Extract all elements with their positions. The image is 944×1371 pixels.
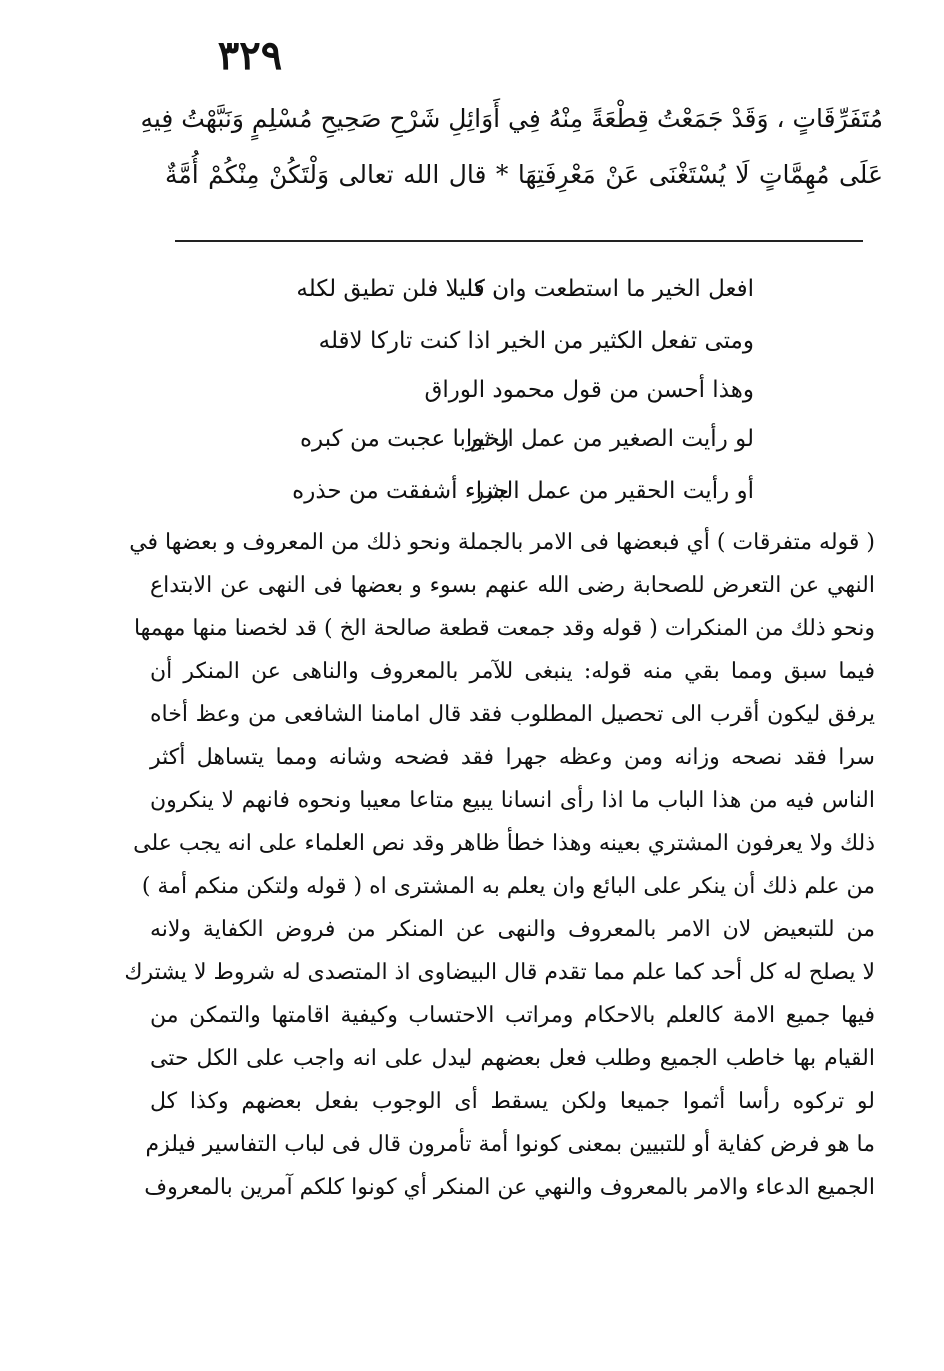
body-line-12: فيها جميع الامة كالعلم بالاحكام ومراتب الاحتساب وكيفية اقامتها والتمكن من (150, 1003, 875, 1028)
body-line-5: يرفق ليكون أقرب الى تحصيل المطلوب فقد قال امامنا الشافعى من وعظ أخاه (150, 702, 875, 727)
body-line-10: من للتبعيض لان الامر بالمعروف والنهى عن المنكر من فروض الكفاية ولانه (150, 917, 875, 942)
verse-2-second-hemistich: ر اذا كنت تاركا لاقله (318, 328, 509, 354)
verse-4-first-hemistich: أو رأيت الحقير من عمل الشر (473, 478, 754, 504)
body-line-2: النهي عن التعرض للصحابة رضى الله عنهم بسوء و بعضها فى النهى عن الابتداع (150, 573, 875, 598)
verse-2-first-hemistich: ومتى تفعل الكثير من الخير (498, 328, 754, 354)
horizontal-rule (175, 240, 863, 242)
verse-1-second-hemistich: ن قليلا فلن تطيق لكله (296, 276, 509, 302)
body-line-8: ذلك ولا يعرفون المشتري بعينه وهذا خطأ ظاهر وقد نص العلماء على انه يجب على (133, 831, 875, 856)
body-line-11: لا يصلح له كل أحد كما علم مما تقدم قال البيضاوى اذ المتصدى له شروط لا يشترك (124, 960, 875, 985)
body-line-4: فيما سبق ومما بقي منه قوله: ينبغى للآمر بالمعروف والناهى عن المنكر أن (150, 659, 875, 684)
body-line-6: سرا فقد نصحه وزانه ومن وعظه جهرا فقد فضحه وشانه ومما يتساهل أكثر (150, 745, 875, 770)
body-line-14: لو تركوه رأسا أثموا جميعا ولكن يسقط أى الوجوب بفعل بعضهم وكذا كل (150, 1089, 875, 1114)
verse-3-first-hemistich: لو رأيت الصغير من عمل الخير (465, 426, 754, 452)
page-number: ٣٢٩ (217, 32, 283, 79)
body-line-1: ( قوله متفرقات ) أي فبعضها فى الامر بالجملة ونحو ذلك من المعروف و بعضها في (129, 530, 875, 555)
body-line-9: من علم ذلك أن ينكر على البائع وان يعلم به المشترى اه ( قوله ولتكن منكم أمة ) (141, 874, 875, 899)
body-line-15: ما هو فرض كفاية أو للتبيين بمعنى كونوا أمة تأمرون قال فى لباب التفاسير فيلزم (145, 1132, 875, 1157)
body-line-7: الناس فيه من هذا الباب ما اذا رأى انسانا يبيع متاعا معيبا ونحوه فانهم لا ينكرون (150, 788, 875, 813)
verse-intro: وهذا أحسن من قول محمود الوراق (424, 377, 754, 403)
verse-3-second-hemistich: ر ثوابا عجبت من كبره (300, 426, 509, 452)
top-text-line-2: عَلَى مُهِمَّاتٍ لَا يُسْتَغْنَى عَنْ مَعْرِفَتِهَا * قال الله تعالى وَلْتَكُنْ مِنْكُمْ أُمَّةٌ (165, 160, 883, 189)
body-line-16: الجميع الدعاء والامر بالمعروف والنهي عن المنكر أي كونوا كلكم آمرين بالمعروف (144, 1175, 875, 1200)
body-line-13: القيام بها خاطب الجميع وطلب فعل بعضهم ليدل على انه واجب على الكل حتى (150, 1046, 875, 1071)
body-line-3: ونحو ذلك من المنكرات ( قوله وقد جمعت قطعة صالحة الخ ) قد لخصنا منها مهمها (133, 616, 875, 641)
verse-1-first-hemistich: افعل الخير ما استطعت وان كا (466, 276, 754, 302)
verse-4-second-hemistich: جزاء أشفقت من حذره (292, 478, 509, 504)
top-text-line-1: مُتَفَرِّقَاتٍ ، وَقَدْ جَمَعْتُ قِطْعَةً مِنْهُ فِي أَوَائِلِ شَرْحِ صَحِيحِ مُسْلِمٍ وَنَبَّهْتُ فِيهِ (140, 104, 883, 133)
